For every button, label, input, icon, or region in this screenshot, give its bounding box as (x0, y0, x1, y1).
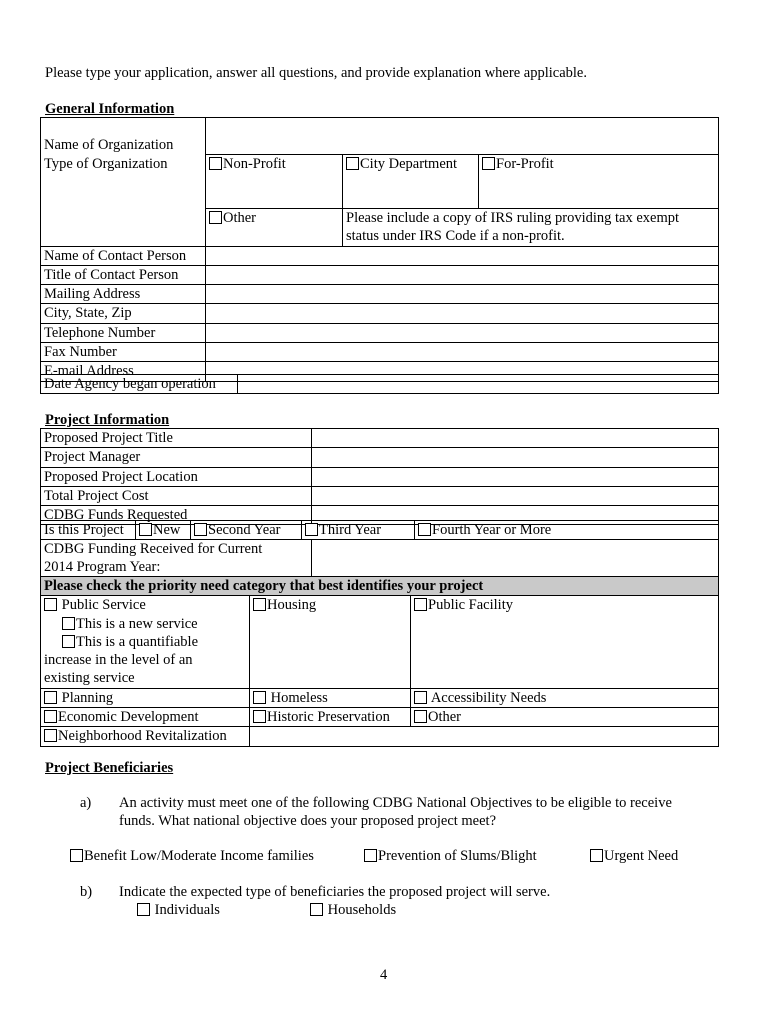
quantifiable-checkbox[interactable] (62, 635, 75, 648)
type-of-organization-label: Type of Organization (41, 155, 206, 209)
economic-development-option[interactable]: Economic Development (41, 708, 250, 727)
funding-received-table (40, 539, 719, 578)
option-city-department[interactable]: City Department (343, 155, 479, 209)
project-location-label: Proposed Project Location (41, 467, 312, 486)
question-b-text: Indicate the expected type of beneficiaries the proposed project will serve. (119, 884, 551, 900)
type-blank-cell (41, 209, 206, 247)
funding-received-label: CDBG Funding Received for Current 2014 Program Year: (41, 540, 312, 578)
planning-checkbox[interactable] (44, 691, 57, 704)
contact-name-label: Name of Contact Person (41, 246, 206, 265)
quantifiable-option[interactable]: This is a quantifiable (44, 633, 246, 651)
project-information-heading: Project Information (45, 412, 170, 428)
total-cost-label: Total Project Cost (41, 486, 312, 505)
other-priority-checkbox[interactable] (414, 710, 427, 723)
public-facility-checkbox[interactable] (414, 598, 427, 611)
urgent-need-option[interactable]: Urgent Need (590, 847, 678, 865)
neighborhood-checkbox[interactable] (44, 729, 57, 742)
public-facility-option[interactable]: Public Facility (411, 596, 719, 688)
project-title-label: Proposed Project Title (41, 429, 312, 448)
priority-need-table (40, 576, 719, 747)
other-org-checkbox[interactable] (209, 211, 222, 224)
new-service-option[interactable]: This is a new service (44, 615, 246, 633)
homeless-option[interactable]: Homeless (250, 688, 411, 707)
other-priority-option[interactable]: Other (411, 708, 719, 727)
contact-title-field[interactable] (206, 265, 719, 284)
mailing-address-field[interactable] (206, 285, 719, 304)
question-a-line-2: funds. What national objective does your proposed project meet? (119, 813, 497, 829)
housing-option[interactable]: Housing (250, 596, 411, 688)
intro-text: Please type your application, answer all questions, and provide explanation where applicable. (45, 65, 587, 81)
homeless-checkbox[interactable] (253, 691, 266, 704)
project-year-table (40, 520, 719, 540)
irs-note: Please include a copy of IRS ruling providing tax exempt status under IRS Code if a non-profit. (343, 209, 719, 247)
is-this-project-label: Is this Project (41, 521, 136, 540)
option-second-year[interactable]: Second Year (191, 521, 302, 540)
question-a-marker: a) (80, 795, 92, 811)
city-state-zip-label: City, State, Zip (41, 304, 206, 323)
prevention-checkbox[interactable] (364, 849, 377, 862)
option-fourth-year[interactable]: Fourth Year or More (415, 521, 719, 540)
urgent-need-checkbox[interactable] (590, 849, 603, 862)
public-service-option[interactable]: Public Service (44, 596, 246, 614)
option-other[interactable]: Other (206, 209, 343, 247)
funds-requested-label: CDBG Funds Requested (41, 506, 312, 525)
accessibility-checkbox[interactable] (414, 691, 427, 704)
public-service-cell: Public Service This is a new service This is a quantifiable increase in the level of an existing service (41, 596, 250, 688)
telephone-field[interactable] (206, 323, 719, 342)
second-year-checkbox[interactable] (194, 523, 207, 536)
households-checkbox[interactable] (310, 903, 323, 916)
fax-label: Fax Number (41, 343, 206, 362)
new-checkbox[interactable] (139, 523, 152, 536)
page-number: 4 (380, 967, 388, 983)
contact-title-label: Title of Contact Person (41, 265, 206, 284)
priority-header: Please check the priority need category that best identifies your project (41, 577, 719, 596)
fourth-year-checkbox[interactable] (418, 523, 431, 536)
contact-name-field[interactable] (206, 246, 719, 265)
benefit-low-checkbox[interactable] (70, 849, 83, 862)
name-of-organization-field[interactable] (206, 118, 719, 155)
households-option[interactable]: Households (310, 901, 396, 919)
email-label: E-mail Address (41, 362, 206, 381)
date-began-label: Date Agency began operation (41, 375, 238, 394)
third-year-checkbox[interactable] (305, 523, 318, 536)
funding-received-field[interactable] (312, 540, 719, 578)
option-for-profit[interactable]: For-Profit (479, 155, 719, 209)
option-new[interactable]: New (136, 521, 191, 540)
option-third-year[interactable]: Third Year (302, 521, 415, 540)
benefit-low-option[interactable]: Benefit Low/Moderate Income families (70, 847, 314, 865)
city-state-zip-field[interactable] (206, 304, 719, 323)
housing-checkbox[interactable] (253, 598, 266, 611)
blank-cell (250, 727, 719, 746)
mailing-address-label: Mailing Address (41, 285, 206, 304)
general-information-heading: General Information (45, 101, 175, 117)
accessibility-option[interactable]: Accessibility Needs (411, 688, 719, 707)
individuals-checkbox[interactable] (137, 903, 150, 916)
planning-option[interactable]: Planning (41, 688, 250, 707)
project-manager-label: Project Manager (41, 448, 312, 467)
question-b-marker: b) (80, 884, 93, 900)
for-profit-checkbox[interactable] (482, 157, 495, 170)
option-non-profit[interactable]: Non-Profit (206, 155, 343, 209)
new-service-checkbox[interactable] (62, 617, 75, 630)
historic-preservation-checkbox[interactable] (253, 710, 266, 723)
name-of-organization-label: Name of Organization (41, 118, 206, 155)
individuals-option[interactable]: Individuals (137, 901, 220, 919)
economic-development-checkbox[interactable] (44, 710, 57, 723)
date-began-table (40, 374, 719, 394)
project-beneficiaries-heading: Project Beneficiaries (45, 760, 174, 776)
question-a-line-1: An activity must meet one of the following CDBG National Objectives to be eligible to receive (119, 795, 672, 811)
project-title-field[interactable] (312, 429, 719, 448)
date-began-field[interactable] (238, 375, 719, 394)
neighborhood-option[interactable]: Neighborhood Revitalization (41, 727, 250, 746)
telephone-label: Telephone Number (41, 323, 206, 342)
public-service-checkbox[interactable] (44, 598, 57, 611)
general-information-table (40, 117, 719, 382)
total-cost-field[interactable] (312, 486, 719, 505)
project-manager-field[interactable] (312, 448, 719, 467)
prevention-option[interactable]: Prevention of Slums/Blight (364, 847, 537, 865)
project-location-field[interactable] (312, 467, 719, 486)
fax-field[interactable] (206, 343, 719, 362)
city-department-checkbox[interactable] (346, 157, 359, 170)
historic-preservation-option[interactable]: Historic Preservation (250, 708, 411, 727)
non-profit-checkbox[interactable] (209, 157, 222, 170)
project-information-table (40, 428, 719, 525)
